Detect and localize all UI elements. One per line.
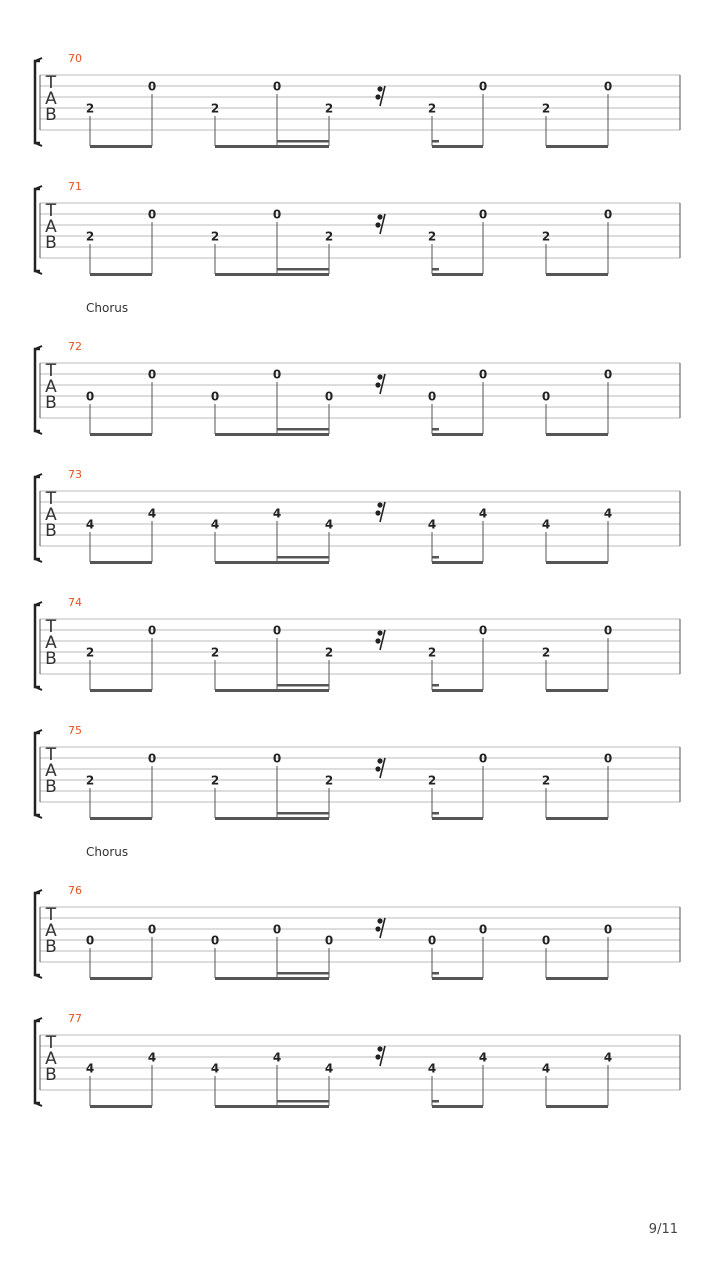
- tab-system: [35, 52, 680, 148]
- system-bracket: [35, 733, 40, 815]
- beam: [215, 977, 329, 980]
- rest-flag-dot: [375, 638, 380, 643]
- fret-number: 0: [478, 623, 488, 638]
- tab-letter-a: A: [45, 1049, 57, 1069]
- fret-number: 2: [85, 773, 95, 788]
- beam: [90, 561, 152, 564]
- tab-letter-t: T: [45, 73, 57, 93]
- fret-number: 0: [427, 933, 437, 948]
- beam: [546, 433, 608, 436]
- system-bracket: [35, 1021, 40, 1103]
- bracket-top-serif: [35, 1018, 42, 1021]
- rest-flag-dot: [377, 86, 382, 91]
- fret-number: 0: [603, 367, 613, 382]
- fret-number: 0: [427, 389, 437, 404]
- fret-number: 4: [272, 506, 282, 521]
- tab-letter-b: B: [45, 105, 57, 125]
- bracket-bottom-serif: [35, 143, 42, 146]
- fret-number: 2: [541, 229, 551, 244]
- fret-number: 4: [147, 1050, 157, 1065]
- fret-number: 0: [478, 367, 488, 382]
- beam: [215, 433, 329, 436]
- secondary-beam: [277, 812, 329, 815]
- tab-letter-b: B: [45, 1065, 57, 1085]
- beam: [90, 273, 152, 276]
- fret-number: 0: [272, 623, 282, 638]
- fret-number: 0: [603, 922, 613, 937]
- bracket-top-serif: [35, 58, 42, 61]
- fret-number: 4: [427, 517, 437, 532]
- secondary-beam: [277, 428, 329, 431]
- measure-number: 76: [68, 884, 82, 897]
- beam: [546, 273, 608, 276]
- fret-number: 0: [147, 367, 157, 382]
- bracket-bottom-serif: [35, 559, 42, 562]
- fret-number: 0: [147, 922, 157, 937]
- fret-number: 2: [541, 645, 551, 660]
- fret-number: 0: [272, 922, 282, 937]
- fret-number: 2: [427, 101, 437, 116]
- bracket-top-serif: [35, 890, 42, 893]
- tab-letter-b: B: [45, 233, 57, 253]
- fret-number: 4: [478, 1050, 488, 1065]
- fret-number: 2: [427, 229, 437, 244]
- bracket-bottom-serif: [35, 687, 42, 690]
- beam: [432, 817, 483, 820]
- fret-number: 4: [324, 517, 334, 532]
- sixteenth-rest: [375, 918, 385, 938]
- fret-number: 0: [85, 933, 95, 948]
- fret-number: 0: [478, 751, 488, 766]
- measure-number: 73: [68, 468, 82, 481]
- fret-number: 0: [324, 389, 334, 404]
- tab-letter-b: B: [45, 937, 57, 957]
- secondary-beam-stub: [432, 684, 439, 687]
- fret-number: 4: [85, 1061, 95, 1076]
- beam: [432, 145, 483, 148]
- bracket-top-serif: [35, 730, 42, 733]
- tab-letter-a: A: [45, 89, 57, 109]
- bracket-bottom-serif: [35, 431, 42, 434]
- tab-system: [35, 724, 680, 820]
- measure-number: 74: [68, 596, 82, 609]
- fret-number: 4: [147, 506, 157, 521]
- fret-number: 2: [541, 101, 551, 116]
- fret-number: 2: [427, 645, 437, 660]
- tab-letter-a: A: [45, 505, 57, 525]
- rest-flag-dot: [375, 766, 380, 771]
- fret-number: 0: [147, 623, 157, 638]
- sixteenth-rest: [375, 502, 385, 522]
- bracket-top-serif: [35, 602, 42, 605]
- secondary-beam-stub: [432, 1100, 439, 1103]
- sixteenth-rest: [375, 214, 385, 234]
- beam: [215, 145, 329, 148]
- tab-letter-a: A: [45, 921, 57, 941]
- fret-number: 4: [541, 1061, 551, 1076]
- page-number: 9/11: [648, 1222, 678, 1237]
- fret-number: 2: [210, 773, 220, 788]
- measure-number: 77: [68, 1012, 82, 1025]
- beam: [432, 689, 483, 692]
- fret-number: 4: [603, 1050, 613, 1065]
- measure-number: 71: [68, 180, 82, 193]
- secondary-beam: [277, 684, 329, 687]
- fret-number: 0: [272, 79, 282, 94]
- beam: [90, 817, 152, 820]
- bracket-top-serif: [35, 474, 42, 477]
- fret-number: 0: [272, 207, 282, 222]
- secondary-beam-stub: [432, 812, 439, 815]
- fret-number: 0: [603, 623, 613, 638]
- fret-number: 0: [478, 207, 488, 222]
- beam: [90, 977, 152, 980]
- fret-number: 0: [210, 933, 220, 948]
- tab-letter-b: B: [45, 521, 57, 541]
- rest-flag-dot: [377, 918, 382, 923]
- beam: [90, 1105, 152, 1108]
- measure-number: 75: [68, 724, 82, 737]
- beam: [215, 273, 329, 276]
- fret-number: 0: [272, 367, 282, 382]
- section-label: Chorus: [86, 301, 129, 315]
- beam: [432, 433, 483, 436]
- sixteenth-rest: [375, 1046, 385, 1066]
- beam: [546, 977, 608, 980]
- sixteenth-rest: [375, 630, 385, 650]
- fret-number: 4: [210, 1061, 220, 1076]
- tab-letter-t: T: [45, 905, 57, 925]
- beam: [432, 977, 483, 980]
- tab-system: [35, 468, 680, 564]
- sixteenth-rest: [375, 758, 385, 778]
- rest-flag-dot: [375, 94, 380, 99]
- fret-number: 4: [324, 1061, 334, 1076]
- tab-letter-a: A: [45, 377, 57, 397]
- beam: [546, 1105, 608, 1108]
- fret-number: 0: [324, 933, 334, 948]
- tab-system: [35, 180, 680, 276]
- bracket-bottom-serif: [35, 975, 42, 978]
- beam: [546, 817, 608, 820]
- beam: [215, 1105, 329, 1108]
- fret-number: 4: [427, 1061, 437, 1076]
- fret-number: 0: [603, 79, 613, 94]
- fret-number: 2: [324, 773, 334, 788]
- secondary-beam-stub: [432, 140, 439, 143]
- fret-number: 4: [210, 517, 220, 532]
- system-bracket: [35, 605, 40, 687]
- rest-flag-dot: [375, 510, 380, 515]
- measure-number: 72: [68, 340, 82, 353]
- beam: [432, 273, 483, 276]
- measure-number: 70: [68, 52, 82, 65]
- tab-system: [35, 301, 680, 436]
- rest-flag-dot: [375, 926, 380, 931]
- tab-system: [35, 845, 680, 980]
- tab-letter-t: T: [45, 617, 57, 637]
- fret-number: 4: [603, 506, 613, 521]
- rest-flag-dot: [377, 214, 382, 219]
- secondary-beam: [277, 140, 329, 143]
- system-bracket: [35, 477, 40, 559]
- fret-number: 2: [210, 645, 220, 660]
- fret-number: 2: [427, 773, 437, 788]
- secondary-beam-stub: [432, 556, 439, 559]
- fret-number: 2: [324, 645, 334, 660]
- sixteenth-rest: [375, 374, 385, 394]
- fret-number: 0: [541, 933, 551, 948]
- fret-number: 2: [85, 101, 95, 116]
- section-label: Chorus: [86, 845, 129, 859]
- fret-number: 0: [85, 389, 95, 404]
- rest-flag-dot: [377, 374, 382, 379]
- fret-number: 2: [541, 773, 551, 788]
- tab-letter-t: T: [45, 1033, 57, 1053]
- rest-flag-dot: [377, 758, 382, 763]
- tab-letter-a: A: [45, 633, 57, 653]
- secondary-beam-stub: [432, 268, 439, 271]
- beam: [215, 817, 329, 820]
- fret-number: 2: [324, 101, 334, 116]
- system-bracket: [35, 893, 40, 975]
- tab-letter-b: B: [45, 777, 57, 797]
- secondary-beam-stub: [432, 428, 439, 431]
- beam: [90, 433, 152, 436]
- fret-number: 0: [147, 207, 157, 222]
- fret-number: 2: [210, 229, 220, 244]
- secondary-beam: [277, 268, 329, 271]
- bracket-top-serif: [35, 186, 42, 189]
- fret-number: 4: [85, 517, 95, 532]
- tab-system: [35, 1012, 680, 1108]
- tab-letter-b: B: [45, 393, 57, 413]
- fret-number: 0: [147, 79, 157, 94]
- tab-letter-a: A: [45, 217, 57, 237]
- tab-letter-t: T: [45, 489, 57, 509]
- fret-number: 2: [85, 645, 95, 660]
- beam: [546, 145, 608, 148]
- fret-number: 0: [478, 922, 488, 937]
- beam: [546, 689, 608, 692]
- bracket-bottom-serif: [35, 271, 42, 274]
- rest-flag-dot: [375, 1054, 380, 1059]
- system-bracket: [35, 189, 40, 271]
- beam: [90, 145, 152, 148]
- rest-flag-dot: [375, 222, 380, 227]
- fret-number: 0: [147, 751, 157, 766]
- secondary-beam: [277, 556, 329, 559]
- fret-number: 0: [541, 389, 551, 404]
- fret-number: 0: [272, 751, 282, 766]
- sixteenth-rest: [375, 86, 385, 106]
- beam: [432, 561, 483, 564]
- bracket-bottom-serif: [35, 1103, 42, 1106]
- bracket-bottom-serif: [35, 815, 42, 818]
- fret-number: 2: [324, 229, 334, 244]
- secondary-beam-stub: [432, 972, 439, 975]
- system-bracket: [35, 349, 40, 431]
- secondary-beam: [277, 972, 329, 975]
- tab-letter-t: T: [45, 201, 57, 221]
- fret-number: 4: [272, 1050, 282, 1065]
- tab-letter-t: T: [45, 745, 57, 765]
- rest-flag-dot: [377, 502, 382, 507]
- beam: [432, 1105, 483, 1108]
- fret-number: 4: [541, 517, 551, 532]
- fret-number: 0: [603, 207, 613, 222]
- tab-letter-t: T: [45, 361, 57, 381]
- rest-flag-dot: [377, 1046, 382, 1051]
- beam: [215, 561, 329, 564]
- beam: [90, 689, 152, 692]
- tab-letter-b: B: [45, 649, 57, 669]
- fret-number: 0: [210, 389, 220, 404]
- rest-flag-dot: [377, 630, 382, 635]
- fret-number: 4: [478, 506, 488, 521]
- fret-number: 2: [210, 101, 220, 116]
- fret-number: 0: [478, 79, 488, 94]
- bracket-top-serif: [35, 346, 42, 349]
- fret-number: 2: [85, 229, 95, 244]
- tab-letter-a: A: [45, 761, 57, 781]
- secondary-beam: [277, 1100, 329, 1103]
- system-bracket: [35, 61, 40, 143]
- beam: [215, 689, 329, 692]
- rest-flag-dot: [375, 382, 380, 387]
- fret-number: 0: [603, 751, 613, 766]
- beam: [546, 561, 608, 564]
- tab-system: [35, 596, 680, 692]
